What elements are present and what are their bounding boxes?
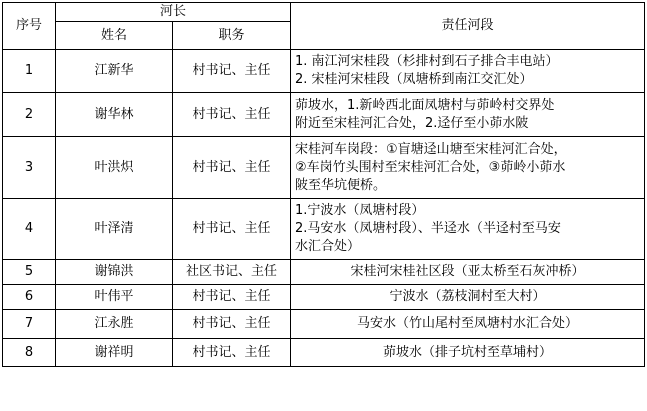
row-name: 叶伟平 [56, 285, 173, 310]
row-seq: 5 [3, 260, 56, 285]
row-seq: 4 [3, 199, 56, 260]
section-line: 2.马安水（凤塘村段）、半迳水（半迳村至马安 [295, 221, 561, 236]
section-line: 茆坡水，1.新岭西北面凤塘村与茆岭村交界处 [295, 97, 555, 113]
row-seq: 3 [3, 137, 56, 199]
row-section [291, 310, 645, 339]
header-river-chief: 河长 [56, 3, 291, 22]
row-position: 村书记、主任 [173, 93, 291, 137]
section-line: 宁波水（荔枝洞村至大村） [389, 289, 546, 304]
row-name: 叶泽清 [56, 199, 173, 260]
row-seq: 1 [3, 50, 56, 93]
section-line: ②车岗竹头围村至宋桂河汇合处，③茆岭小茆水 [295, 159, 566, 175]
row-section [291, 93, 645, 137]
section-line: 茆坡水（排子坑村至草埔村） [383, 344, 553, 360]
row-position: 社区书记、主任 [173, 260, 291, 285]
table-row [3, 339, 645, 367]
row-name: 谢祥明 [56, 339, 173, 367]
row-name: 谢华林 [56, 93, 173, 137]
table-row [3, 260, 645, 285]
table-row [3, 93, 645, 137]
row-position: 村书记、主任 [173, 285, 291, 310]
row-position: 村书记、主任 [173, 137, 291, 199]
row-position: 村书记、主任 [173, 199, 291, 260]
row-position: 村书记、主任 [173, 339, 291, 367]
section-line: 1. 南江河宋桂段（杉排村到石子排合丰电站） [295, 54, 559, 69]
section-line: 宋桂河车岗段：①盲塘迳山塘至宋桂河汇合处， [295, 141, 567, 157]
table-row [3, 50, 645, 93]
header-section: 责任河段 [291, 3, 645, 50]
row-name: 叶洪炽 [56, 137, 173, 199]
table-row [3, 310, 645, 339]
section-line: 马安水（竹山尾村至凤塘村水汇合处） [357, 316, 579, 331]
row-seq: 6 [3, 285, 56, 310]
table-row [3, 199, 645, 260]
row-section [291, 339, 645, 367]
row-position: 村书记、主任 [173, 310, 291, 339]
section-line: 水汇合处） [295, 239, 361, 254]
row-seq: 2 [3, 93, 56, 137]
row-seq: 7 [3, 310, 56, 339]
row-name: 谢锦洪 [56, 260, 173, 285]
row-section [291, 50, 645, 93]
section-line: 附近至宋桂河汇合处，2.迳仔至小茆水陂 [295, 115, 529, 131]
river-chief-table-container [2, 2, 645, 367]
section-line: 陂至华坑便桥。 [295, 177, 387, 193]
row-section [291, 260, 645, 285]
header-seq: 序号 [3, 3, 56, 50]
row-name: 江永胜 [56, 310, 173, 339]
row-name: 江新华 [56, 50, 173, 93]
header-position: 职务 [173, 22, 291, 50]
section-line: 1.宁波水（凤塘村段） [295, 203, 425, 218]
section-line: 宋桂河宋桂社区段（亚太桥至石灰冲桥） [350, 264, 585, 279]
row-seq: 8 [3, 339, 56, 367]
header-name: 姓名 [56, 22, 173, 50]
section-line: 2. 宋桂河宋桂段（凤塘桥到南江交汇处） [295, 72, 533, 87]
row-position: 村书记、主任 [173, 50, 291, 93]
table-row [3, 137, 645, 199]
river-chief-table [2, 2, 645, 367]
row-section [291, 199, 645, 260]
row-section [291, 137, 645, 199]
table-row [3, 285, 645, 310]
row-section [291, 285, 645, 310]
